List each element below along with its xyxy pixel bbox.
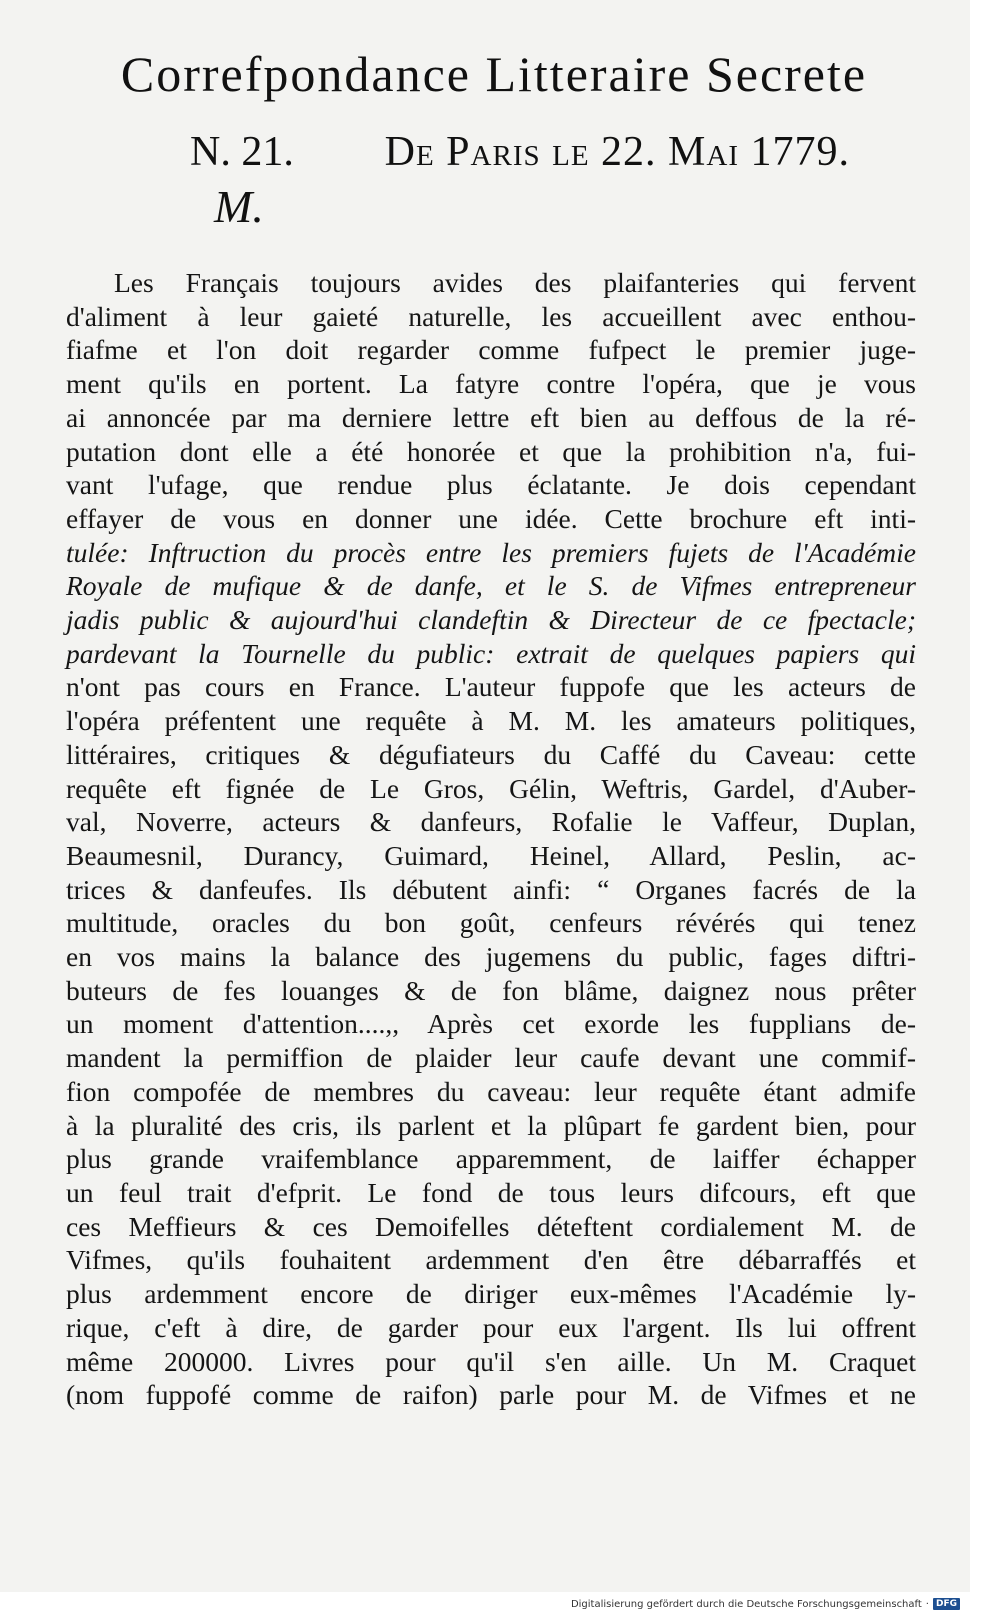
body-line: requête eft fignée de Le Gros, Gélin, Weftris, Gardel, d'Auber- (66, 772, 916, 804)
place-and-date: De Paris le 22. Mai 1779. (384, 129, 850, 175)
body-line: tulée: Inftruction du procès entre les premiers fujets de l'Académie (66, 536, 916, 568)
body-line: pardevant la Tournelle du public: extrait de quelques papiers qui (66, 637, 916, 669)
issue-number: N. 21. (190, 129, 294, 175)
body-line: même 200000. Livres pour qu'il s'en aille. Un M. Craquet (66, 1345, 916, 1377)
body-line: val, Noverre, acteurs & danfeurs, Rofalie le Vaffeur, Duplan, (66, 806, 916, 838)
salutation: M. (214, 181, 264, 232)
dateline (190, 128, 850, 176)
body-line: trices & danfeufes. Ils débutent ainfi: “ Organes facrés de la (66, 873, 916, 905)
body-line: mandent la permiffion de plaider leur caufe devant une commif- (66, 1042, 916, 1074)
body-line: Royale de mufique & de danfe, et le S. de Vifmes entrepreneur (66, 570, 916, 602)
body-line: multitude, oracles du bon goût, cenfeurs révérés qui tenez (66, 907, 916, 939)
body-line: à la pluralité des cris, ils parlent et la plûpart fe gardent bien, pour (66, 1109, 916, 1141)
body-line: rique, c'eft à dire, de garder pour eux l'argent. Ils lui offrent (66, 1311, 916, 1343)
dfg-logo-icon: DFG (933, 1598, 960, 1610)
body-line: un feul trait d'efprit. Le fond de tous leurs difcours, eft que (66, 1176, 916, 1208)
body-line: n'ont pas cours en France. L'auteur fuppofe que les acteurs de (66, 671, 916, 703)
body-line: littéraires, critiques & dégufiateurs du Caffé du Caveau: cette (66, 738, 916, 770)
body-line: vant l'ufage, que rendue plus éclatante. Je dois cependant (66, 469, 916, 501)
body-line: Beaumesnil, Durancy, Guimard, Heinel, Allard, Peslin, ac- (66, 839, 916, 871)
body-line: en vos mains la balance des jugemens du public, fages diftri- (66, 941, 916, 973)
body-line: Les Français toujours avides des plaifanteries qui fervent (114, 267, 916, 298)
body-line: Vifmes, qu'ils fouhaitent ardemment d'en être débarraffés et (66, 1244, 916, 1276)
body-line: ai annoncée par ma derniere lettre eft bien au deffous de la ré- (66, 401, 916, 433)
body-line: buteurs de fes louanges & de fon blâme, daignez nous prêter (66, 974, 916, 1006)
body-line: fion compofée de membres du caveau: leur requête étant admife (66, 1075, 916, 1107)
body-line: ment qu'ils en portent. La fatyre contre l'opéra, que je vous (66, 368, 916, 400)
body-line: ces Meffieurs & ces Demoifelles déteftent cordialement M. de (66, 1210, 916, 1242)
body-line: plus ardemment encore de diriger eux-mêmes l'Académie ly- (66, 1278, 916, 1310)
letter-body (66, 266, 916, 1412)
journal-title: Correfpondance Litteraire Secrete (120, 46, 868, 102)
body-line: fiafme et l'on doit regarder comme fufpect le premier juge- (66, 334, 916, 366)
body-line: un moment d'attention....,, Après cet exorde les fupplians de- (66, 1008, 916, 1040)
body-line: l'opéra préfentent une requête à M. M. les amateurs politiques, (66, 705, 916, 737)
body-line: effayer de vous en donner une idée. Cette brochure eft inti- (66, 502, 916, 534)
body-line: (nom fuppofé comme de raifon) parle pour M. de Vifmes et ne (66, 1379, 916, 1411)
body-line: jadis public & aujourd'hui clandeftin & Directeur de ce fpectacle; (66, 604, 916, 636)
funding-credit-text: Digitalisierung gefördert durch die Deutsche Forschungsgemeinschaft (570, 1598, 922, 1610)
body-line: d'aliment à leur gaieté naturelle, les accueillent avec enthou- (66, 300, 916, 332)
funding-credit: Digitalisierung gefördert durch die Deutsche Forschungsgemeinschaft · DFG (571, 1598, 960, 1610)
body-line: plus grande vraifemblance apparemment, de laiffer échapper (66, 1143, 916, 1175)
body-line: putation dont elle a été honorée et que la prohibition n'a, fui- (66, 435, 916, 467)
